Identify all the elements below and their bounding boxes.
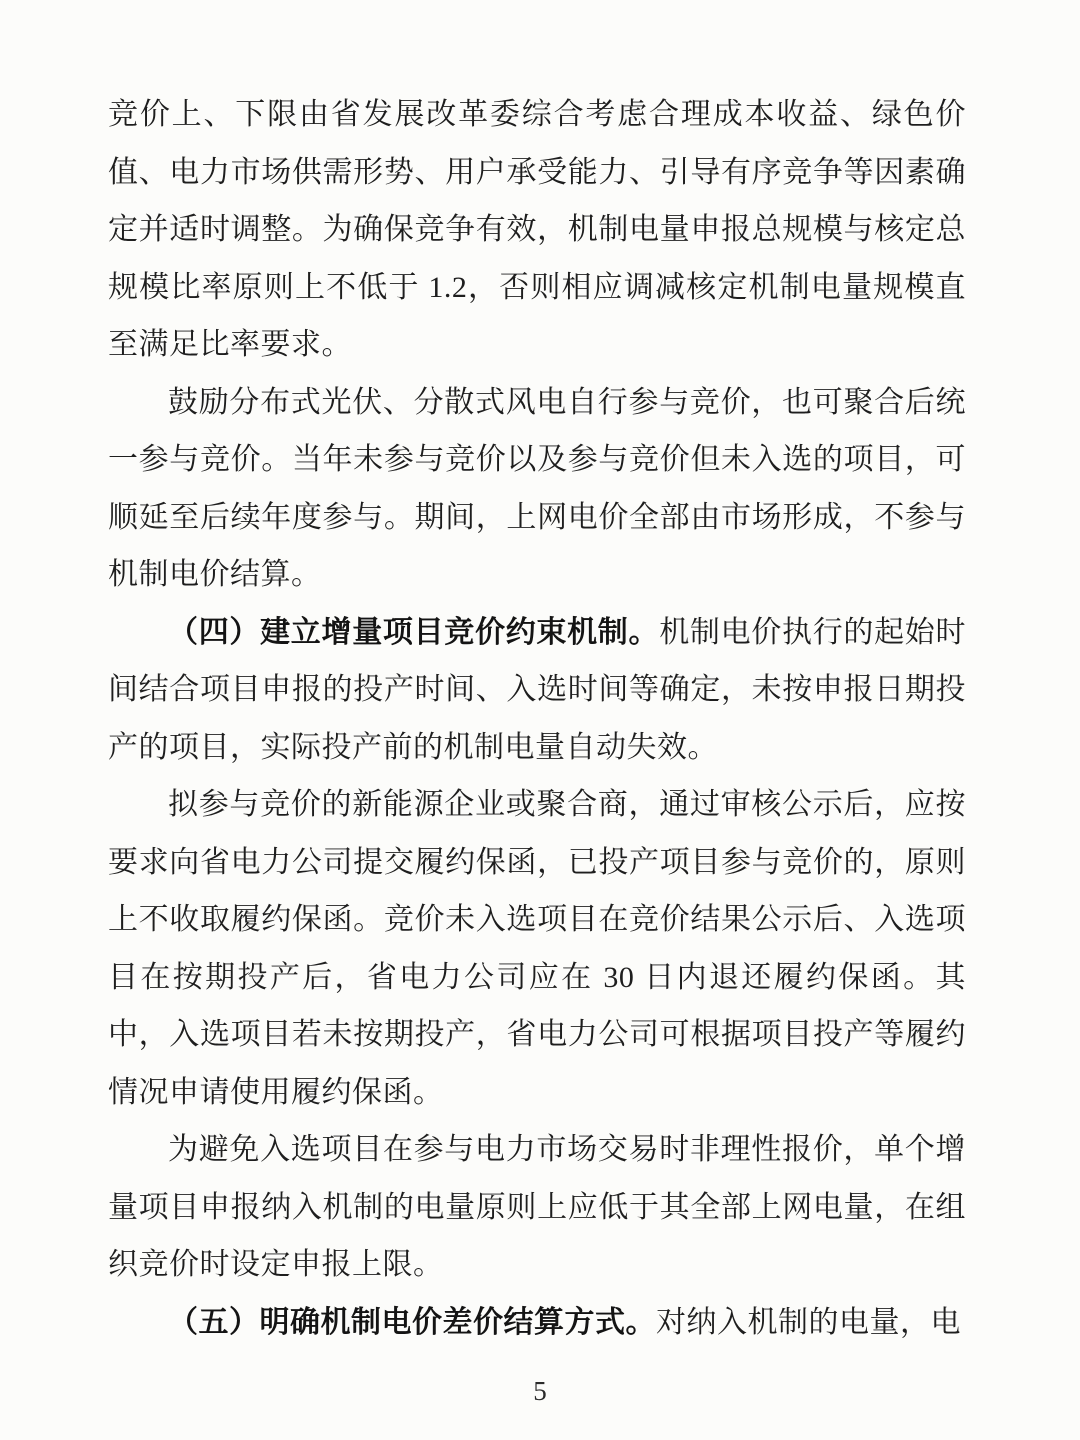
paragraph-distributed-pv xyxy=(108,374,966,604)
page-number: 5 xyxy=(533,1376,547,1406)
paragraph-performance-guarantee xyxy=(108,776,966,1121)
paragraph-irrational-quoting xyxy=(108,1121,966,1294)
paragraph-text: 机制电价执行的起始时间结合项目申报的投产时间、入选时间等确定，未按申报日期投产的项目，实际投产前的机制电量自动失效。 xyxy=(108,615,967,764)
paragraph-text: 为避免入选项目在参与电力市场交易时非理性报价，单个增量项目申报纳入机制的电量原则上应低于其全部上网电量，在组织竞价时设定申报上限。 xyxy=(108,1133,966,1281)
paragraph-text: 对纳入机制的电量，电 xyxy=(656,1305,961,1339)
paragraph-text: 拟参与竞价的新能源企业或聚合商，通过审核公示后，应按要求向省电力公司提交履约保函，已投产项目参与竞价的，原则上不收取履约保函。竞价未入选项目在竞价结果公示后、入选项目在按期投产后，省电力公司应在 30 日内退还履约保函。其中，入选项目若未按期投产，省电力公司可根据项目投产等履约情况申请使用履约保函。 xyxy=(108,788,966,1109)
paragraph-text: 鼓励分布式光伏、分散式风电自行参与竞价，也可聚合后统一参与竞价。当年未参与竞价以及参与竞价但未入选的项目，可顺延至后续年度参与。期间，上网电价全部由市场形成，不参与机制电价结算。 xyxy=(108,385,966,591)
paragraph-section-4-bidding-constraint xyxy=(108,604,966,777)
paragraph-section-5-price-difference-settlement xyxy=(108,1294,966,1352)
document-body xyxy=(108,86,966,1351)
paragraph-heading-text: （五）明确机制电价差价结算方式。 xyxy=(168,1305,656,1339)
paragraph-text: 竞价上、下限由省发展改革委综合考虑合理成本收益、绿色价值、电力市场供需形势、用户承受能力、引导有序竞争等因素确定并适时调整。为确保竞争有效，机制电量申报总规模与核定总规模比率原则上不低于 1.2，否则相应调减核定机制电量规模直至满足比率要求。 xyxy=(108,98,966,361)
paragraph-heading-text: （四）建立增量项目竞价约束机制。 xyxy=(168,615,660,649)
paragraph-continuation-bidding-limits xyxy=(108,86,966,374)
